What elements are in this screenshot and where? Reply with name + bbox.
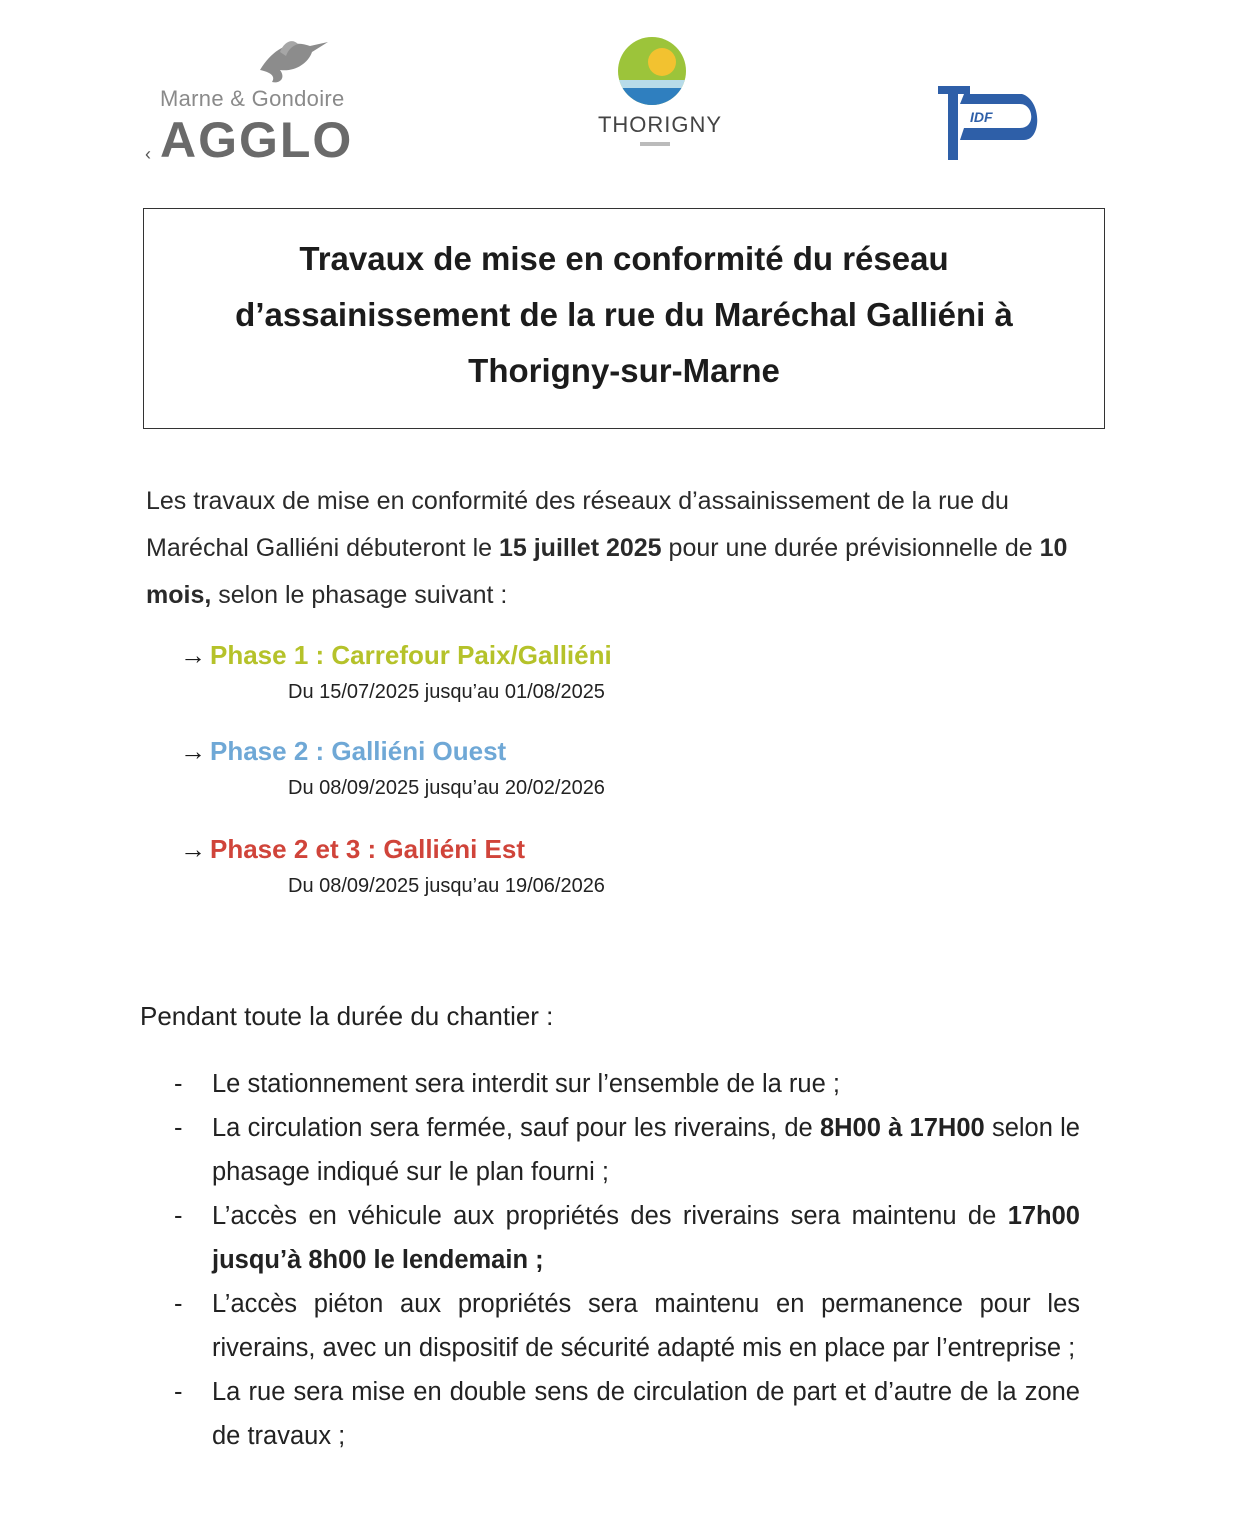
phase-item bbox=[180, 638, 880, 706]
list-item bbox=[170, 1282, 1080, 1370]
agglo-logo bbox=[140, 40, 370, 170]
thorigny-name: THORIGNY bbox=[597, 112, 723, 137]
rule-text: La circulation sera fermée, sauf pour les riverains, de bbox=[212, 1114, 820, 1142]
title-box bbox=[143, 208, 1105, 429]
arrow-right-icon: → bbox=[180, 736, 206, 766]
tp-idf-logo bbox=[930, 80, 1040, 170]
rule-text: L’accès piéton aux propriétés sera maintenu en permanence pour les riverains, avec un dispositif de sécurité adapté mis en place par l’entreprise ; bbox=[212, 1290, 1080, 1362]
rule-text: selon le phasage indiqué sur le plan fourni ; bbox=[212, 1114, 1080, 1186]
rule-hours: 17h00 jusqu’à 8h00 le lendemain ; bbox=[212, 1202, 1080, 1274]
tp-idf-text: IDF bbox=[970, 109, 993, 125]
dash-bullet: - bbox=[174, 1070, 183, 1098]
dash-bullet: - bbox=[174, 1290, 183, 1318]
dash-bullet: - bbox=[174, 1202, 183, 1230]
rule-hours: 8H00 à 17H00 bbox=[819, 1114, 985, 1142]
phase-dates: Du 08/09/2025 jusqu’au 20/02/2026 bbox=[288, 777, 605, 799]
dash-bullet: - bbox=[174, 1114, 183, 1142]
intro-text-1: Les travaux de mise en conformité des réseaux d’assainissement de la rue du Maréchal Galliéni débuteront le bbox=[146, 487, 1009, 562]
arrow-right-icon: → bbox=[180, 834, 206, 864]
section-heading: Pendant toute la durée du chantier : bbox=[140, 1001, 554, 1031]
phase-item bbox=[180, 734, 880, 802]
list-item bbox=[170, 1106, 1080, 1194]
list-item bbox=[170, 1370, 1080, 1458]
phase-dates: Du 08/09/2025 jusqu’au 19/06/2026 bbox=[288, 875, 605, 897]
intro-text-2: pour une durée prévisionnelle de bbox=[661, 534, 1040, 562]
phase-label: Phase 1 : Carrefour Paix/Galliéni bbox=[210, 640, 612, 670]
rule-text: L’accès en véhicule aux propriétés des riverains sera maintenu de bbox=[212, 1202, 1008, 1230]
rule-text: Le stationnement sera interdit sur l’ensemble de la rue ; bbox=[212, 1070, 840, 1098]
dash-bullet: - bbox=[174, 1378, 183, 1406]
phase-label: Phase 2 et 3 : Galliéni Est bbox=[210, 834, 526, 864]
rules-list bbox=[170, 1062, 1080, 1458]
arrow-right-icon: → bbox=[180, 640, 206, 670]
agglo-subtitle: Marne & Gondoire bbox=[160, 86, 345, 111]
caret-icon: ‹ bbox=[145, 144, 151, 164]
tp-idf-emblem-icon bbox=[930, 80, 1040, 170]
thorigny-tagline-line bbox=[640, 142, 670, 146]
phase-dates: Du 15/07/2025 jusqu’au 01/08/2025 bbox=[288, 681, 605, 703]
list-item bbox=[170, 1194, 1080, 1282]
thorigny-logo bbox=[580, 36, 740, 166]
agglo-name: AGGLO bbox=[160, 112, 354, 168]
phase-item bbox=[180, 832, 880, 900]
list-item bbox=[170, 1062, 1080, 1106]
start-date: 15 juillet 2025 bbox=[498, 534, 662, 562]
duration: 10 mois, bbox=[146, 534, 1068, 609]
sun-landscape-icon bbox=[616, 36, 688, 106]
phase-label: Phase 2 : Galliéni Ouest bbox=[210, 736, 507, 766]
hummingbird-icon bbox=[250, 40, 330, 86]
rule-text: La rue sera mise en double sens de circulation de part et d’autre de la zone de travaux ; bbox=[212, 1378, 1080, 1450]
page-title: Travaux de mise en conformité du réseau d’assainissement de la rue du Maréchal Galliéni à Thorigny-sur-Marne bbox=[235, 240, 1013, 389]
intro-text-3: selon le phasage suivant : bbox=[211, 581, 508, 609]
intro-paragraph bbox=[146, 478, 1096, 619]
